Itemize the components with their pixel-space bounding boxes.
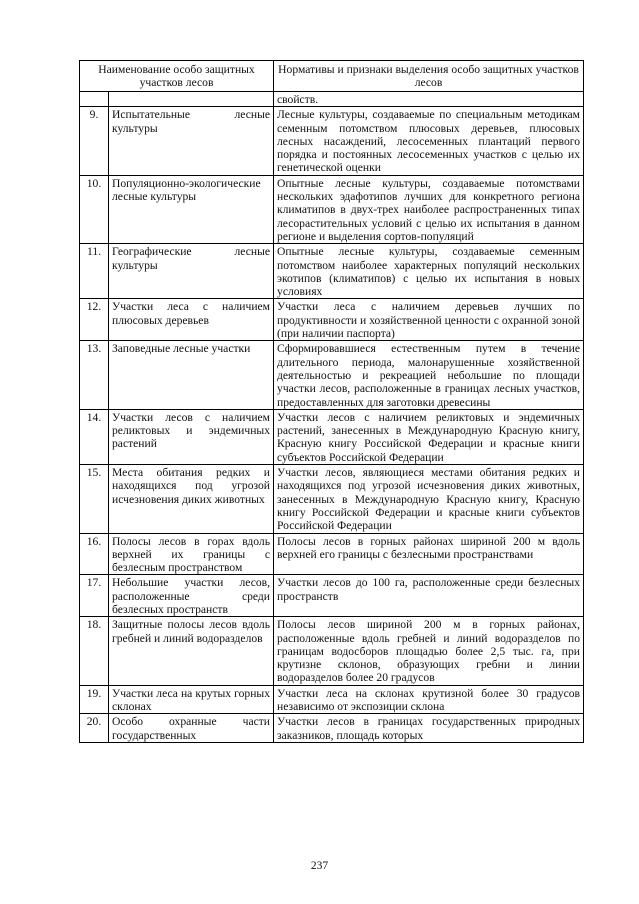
table-row <box>80 299 584 341</box>
row-number-cell: 11. <box>80 244 109 299</box>
table-header-row <box>80 61 584 92</box>
row-number-cell: 12. <box>80 299 109 341</box>
row-criteria-cell: Участки лесов, являющиеся местами обитания редких и находящихся под угрозой исчезновения диких животных, занесенных в Международную Красную книгу, Красную книгу Российской Федерации и красные книги субъектов Российской Федерации <box>274 465 584 533</box>
row-name-cell: Участки лесов с наличием реликтовых и эндемичных растений <box>109 409 274 464</box>
continuation-row <box>80 92 584 107</box>
row-criteria-cell: Лесные культуры, создаваемые по специальным методикам семенным потомством плюсовых деревьев, плюсовых лесных насаждений, лесосеменных плантаций первого порядка и постоянных лесосеменных участков с целью их генетической оценки <box>274 107 584 175</box>
row-name-cell: Популяционно-экологические лесные культуры <box>109 175 274 243</box>
row-name-cell: Небольшие участки лесов, расположенные среди безлесных пространств <box>109 575 274 617</box>
row-number-cell: 10. <box>80 175 109 243</box>
row-name-cell: Места обитания редких и находящихся под угрозой исчезновения диких животных <box>109 465 274 533</box>
continuation-text-cell: свойств. <box>274 92 584 107</box>
row-number-cell: 20. <box>80 714 109 743</box>
page-number: 237 <box>310 860 329 872</box>
row-name-cell: Заповедные лесные участки <box>109 341 274 409</box>
table-rows <box>80 107 584 743</box>
table-row <box>80 685 584 714</box>
table-row <box>80 244 584 299</box>
row-criteria-cell: Участки лесов в границах государственных природных заказников, площадь которых <box>274 714 584 743</box>
row-name-cell: Участки леса с наличием плюсовых деревьев <box>109 299 274 341</box>
row-criteria-cell: Участки леса на склонах крутизной более 30 градусов независимо от экспозиции склона <box>274 685 584 714</box>
ozu-criteria-table <box>79 60 584 743</box>
row-number-cell: 13. <box>80 341 109 409</box>
table-row <box>80 175 584 243</box>
row-name-cell: Полосы лесов в горах вдоль верхней их границы с безлесным пространством <box>109 533 274 575</box>
header-name-cell: Наименование особо защитных участков лесов <box>80 61 274 92</box>
row-name-cell: Особо охранные части государственных <box>109 714 274 743</box>
row-number-cell: 9. <box>80 107 109 175</box>
table-row <box>80 714 584 743</box>
row-criteria-cell: Сформировавшиеся естественным путем в течение длительного периода, малонарушенные хозяйственной деятельностью и рекреацией небольшие по площади участки лесов, расположенные в границах лесных участков, предоставленных для заготовки древесины <box>274 341 584 409</box>
row-number-cell: 14. <box>80 409 109 464</box>
continuation-name-cell <box>109 92 274 107</box>
row-criteria-cell: Участки лесов до 100 га, расположенные среди безлесных пространств <box>274 575 584 617</box>
header-criteria-cell: Нормативы и признаки выделения особо защитных участков лесов <box>274 61 584 92</box>
row-criteria-cell: Опытные лесные культуры, создаваемые семенным потомством наиболее характерных популяций нескольких экотипов (климатипов) с целью их испытания в новых условиях <box>274 244 584 299</box>
row-name-cell: Испытательные лесные культуры <box>109 107 274 175</box>
table-row <box>80 341 584 409</box>
row-criteria-cell: Опытные лесные культуры, создаваемые потомствами нескольких эдафотипов лучших для конкретного региона климатипов в двух-трех наиболее распространенных типах лесорастительных условий с целью их испытания в данном регионе и выделения сортов-популяций <box>274 175 584 243</box>
row-number-cell: 17. <box>80 575 109 617</box>
row-criteria-cell: Полосы лесов шириной 200 м в горных районах, расположенные вдоль гребней и линий водоразделов по границам водосборов площадью более 2,5 тыс. га, при крутизне склонов, образующих гребни и линии водоразделов более 20 градусов <box>274 617 584 685</box>
row-number-cell: 19. <box>80 685 109 714</box>
row-criteria-cell: Участки лесов с наличием реликтовых и эндемичных растений, занесенных в Международную Красную книгу, Красную книгу Российской Федерации и красные книги субъектов Российской Федерации <box>274 409 584 464</box>
row-criteria-cell: Участки леса с наличием деревьев лучших по продуктивности и хозяйственной ценности с охранной зоной (при наличии паспорта) <box>274 299 584 341</box>
table-row <box>80 409 584 464</box>
row-name-cell: Участки леса на крутых горных склонах <box>109 685 274 714</box>
table-row <box>80 617 584 685</box>
table-row <box>80 107 584 175</box>
row-name-cell: Географические лесные культуры <box>109 244 274 299</box>
row-criteria-cell: Полосы лесов в горных районах шириной 200 м вдоль верхней его границы с безлесными пространствами <box>274 533 584 575</box>
table-row <box>80 533 584 575</box>
row-number-cell: 18. <box>80 617 109 685</box>
row-number-cell: 15. <box>80 465 109 533</box>
row-number-cell: 16. <box>80 533 109 575</box>
row-name-cell: Защитные полосы лесов вдоль гребней и линий водоразделов <box>109 617 274 685</box>
table-row <box>80 465 584 533</box>
continuation-num-cell <box>80 92 109 107</box>
table-row <box>80 575 584 617</box>
